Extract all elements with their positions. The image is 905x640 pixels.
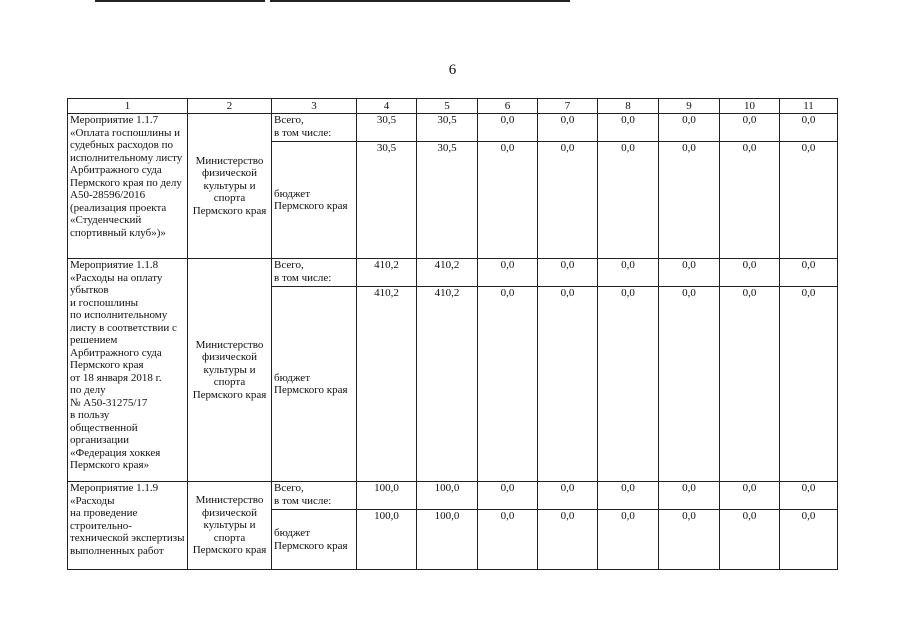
header-cell: 4 (357, 99, 417, 114)
top-edge-line-left (95, 0, 265, 2)
value-cell: 100,0 (357, 510, 417, 570)
value-cell: 30,5 (357, 114, 417, 142)
header-cell: 2 (188, 99, 272, 114)
value-cell: 0,0 (538, 287, 598, 482)
total-label-cell: Всего, в том числе: (272, 482, 357, 510)
header-cell: 8 (598, 99, 659, 114)
event-cell: Мероприятие 1.1.7 «Оплата госпошлины и судебных расходов по исполнительному листу Арбитражного суда Пермского края по делу А50-28596/2016 (реализация проекта «Студенческий спортивный клуб»)» (68, 114, 188, 259)
value-cell: 0,0 (478, 259, 538, 287)
event-cell: Мероприятие 1.1.8 «Расходы на оплату убытков и госпошлины по исполнительному листу в соответствии с решением Арбитражного суда Пермского края от 18 января 2018 г. по делу № А50-31275/17 в пользу общественной организации «Федерация хоккея Пермского края» (68, 259, 188, 482)
value-cell: 0,0 (598, 259, 659, 287)
total-label-cell: Всего, в том числе: (272, 114, 357, 142)
value-cell: 0,0 (720, 287, 780, 482)
value-cell: 0,0 (478, 287, 538, 482)
value-cell: 0,0 (720, 482, 780, 510)
executor-cell: Министерство физической культуры и спорта Пермского края (188, 114, 272, 259)
value-cell: 30,5 (417, 114, 478, 142)
value-cell: 0,0 (478, 482, 538, 510)
value-cell: 100,0 (357, 482, 417, 510)
executor-cell: Министерство физической культуры и спорта Пермского края (188, 259, 272, 482)
header-cell: 11 (780, 99, 838, 114)
header-cell: 3 (272, 99, 357, 114)
value-cell: 100,0 (417, 510, 478, 570)
total-label-cell: Всего, в том числе: (272, 259, 357, 287)
value-cell: 0,0 (659, 259, 720, 287)
value-cell: 0,0 (659, 482, 720, 510)
value-cell: 410,2 (417, 259, 478, 287)
header-cell: 10 (720, 99, 780, 114)
value-cell: 0,0 (598, 114, 659, 142)
event-cell: Мероприятие 1.1.9 «Расходы на проведение строительно-технической экспертизы выполненных работ (68, 482, 188, 570)
header-cell: 6 (478, 99, 538, 114)
budget-label-cell: бюджет Пермского края (272, 287, 357, 482)
value-cell: 0,0 (478, 114, 538, 142)
value-cell: 0,0 (538, 259, 598, 287)
table-row (68, 482, 838, 510)
value-cell: 0,0 (659, 510, 720, 570)
value-cell: 0,0 (780, 142, 838, 259)
value-cell: 410,2 (357, 259, 417, 287)
header-row (68, 99, 838, 114)
value-cell: 0,0 (538, 114, 598, 142)
value-cell: 0,0 (598, 287, 659, 482)
value-cell: 0,0 (478, 142, 538, 259)
value-cell: 0,0 (720, 259, 780, 287)
value-cell: 0,0 (538, 142, 598, 259)
value-cell: 0,0 (780, 287, 838, 482)
value-cell: 0,0 (720, 510, 780, 570)
header-cell: 7 (538, 99, 598, 114)
value-cell: 0,0 (780, 114, 838, 142)
value-cell: 0,0 (780, 510, 838, 570)
value-cell: 0,0 (659, 142, 720, 259)
value-cell: 0,0 (478, 510, 538, 570)
page-number: 6 (448, 62, 457, 78)
value-cell: 410,2 (357, 287, 417, 482)
value-cell: 0,0 (780, 259, 838, 287)
header-cell: 1 (68, 99, 188, 114)
budget-label-cell: бюджет Пермского края (272, 142, 357, 259)
value-cell: 0,0 (598, 482, 659, 510)
value-cell: 0,0 (720, 142, 780, 259)
value-cell: 0,0 (598, 510, 659, 570)
value-cell: 0,0 (720, 114, 780, 142)
value-cell: 100,0 (417, 482, 478, 510)
program-table (67, 98, 838, 570)
value-cell: 0,0 (538, 510, 598, 570)
header-cell: 9 (659, 99, 720, 114)
value-cell: 0,0 (598, 142, 659, 259)
budget-label-cell: бюджет Пермского края (272, 510, 357, 570)
top-edge-line-right (270, 0, 570, 2)
value-cell: 30,5 (417, 142, 478, 259)
header-cell: 5 (417, 99, 478, 114)
value-cell: 0,0 (659, 287, 720, 482)
table-row (68, 259, 838, 287)
table-row (68, 114, 838, 142)
value-cell: 30,5 (357, 142, 417, 259)
value-cell: 0,0 (659, 114, 720, 142)
value-cell: 0,0 (538, 482, 598, 510)
value-cell: 410,2 (417, 287, 478, 482)
executor-cell: Министерство физической культуры и спорта Пермского края (188, 482, 272, 570)
value-cell: 0,0 (780, 482, 838, 510)
